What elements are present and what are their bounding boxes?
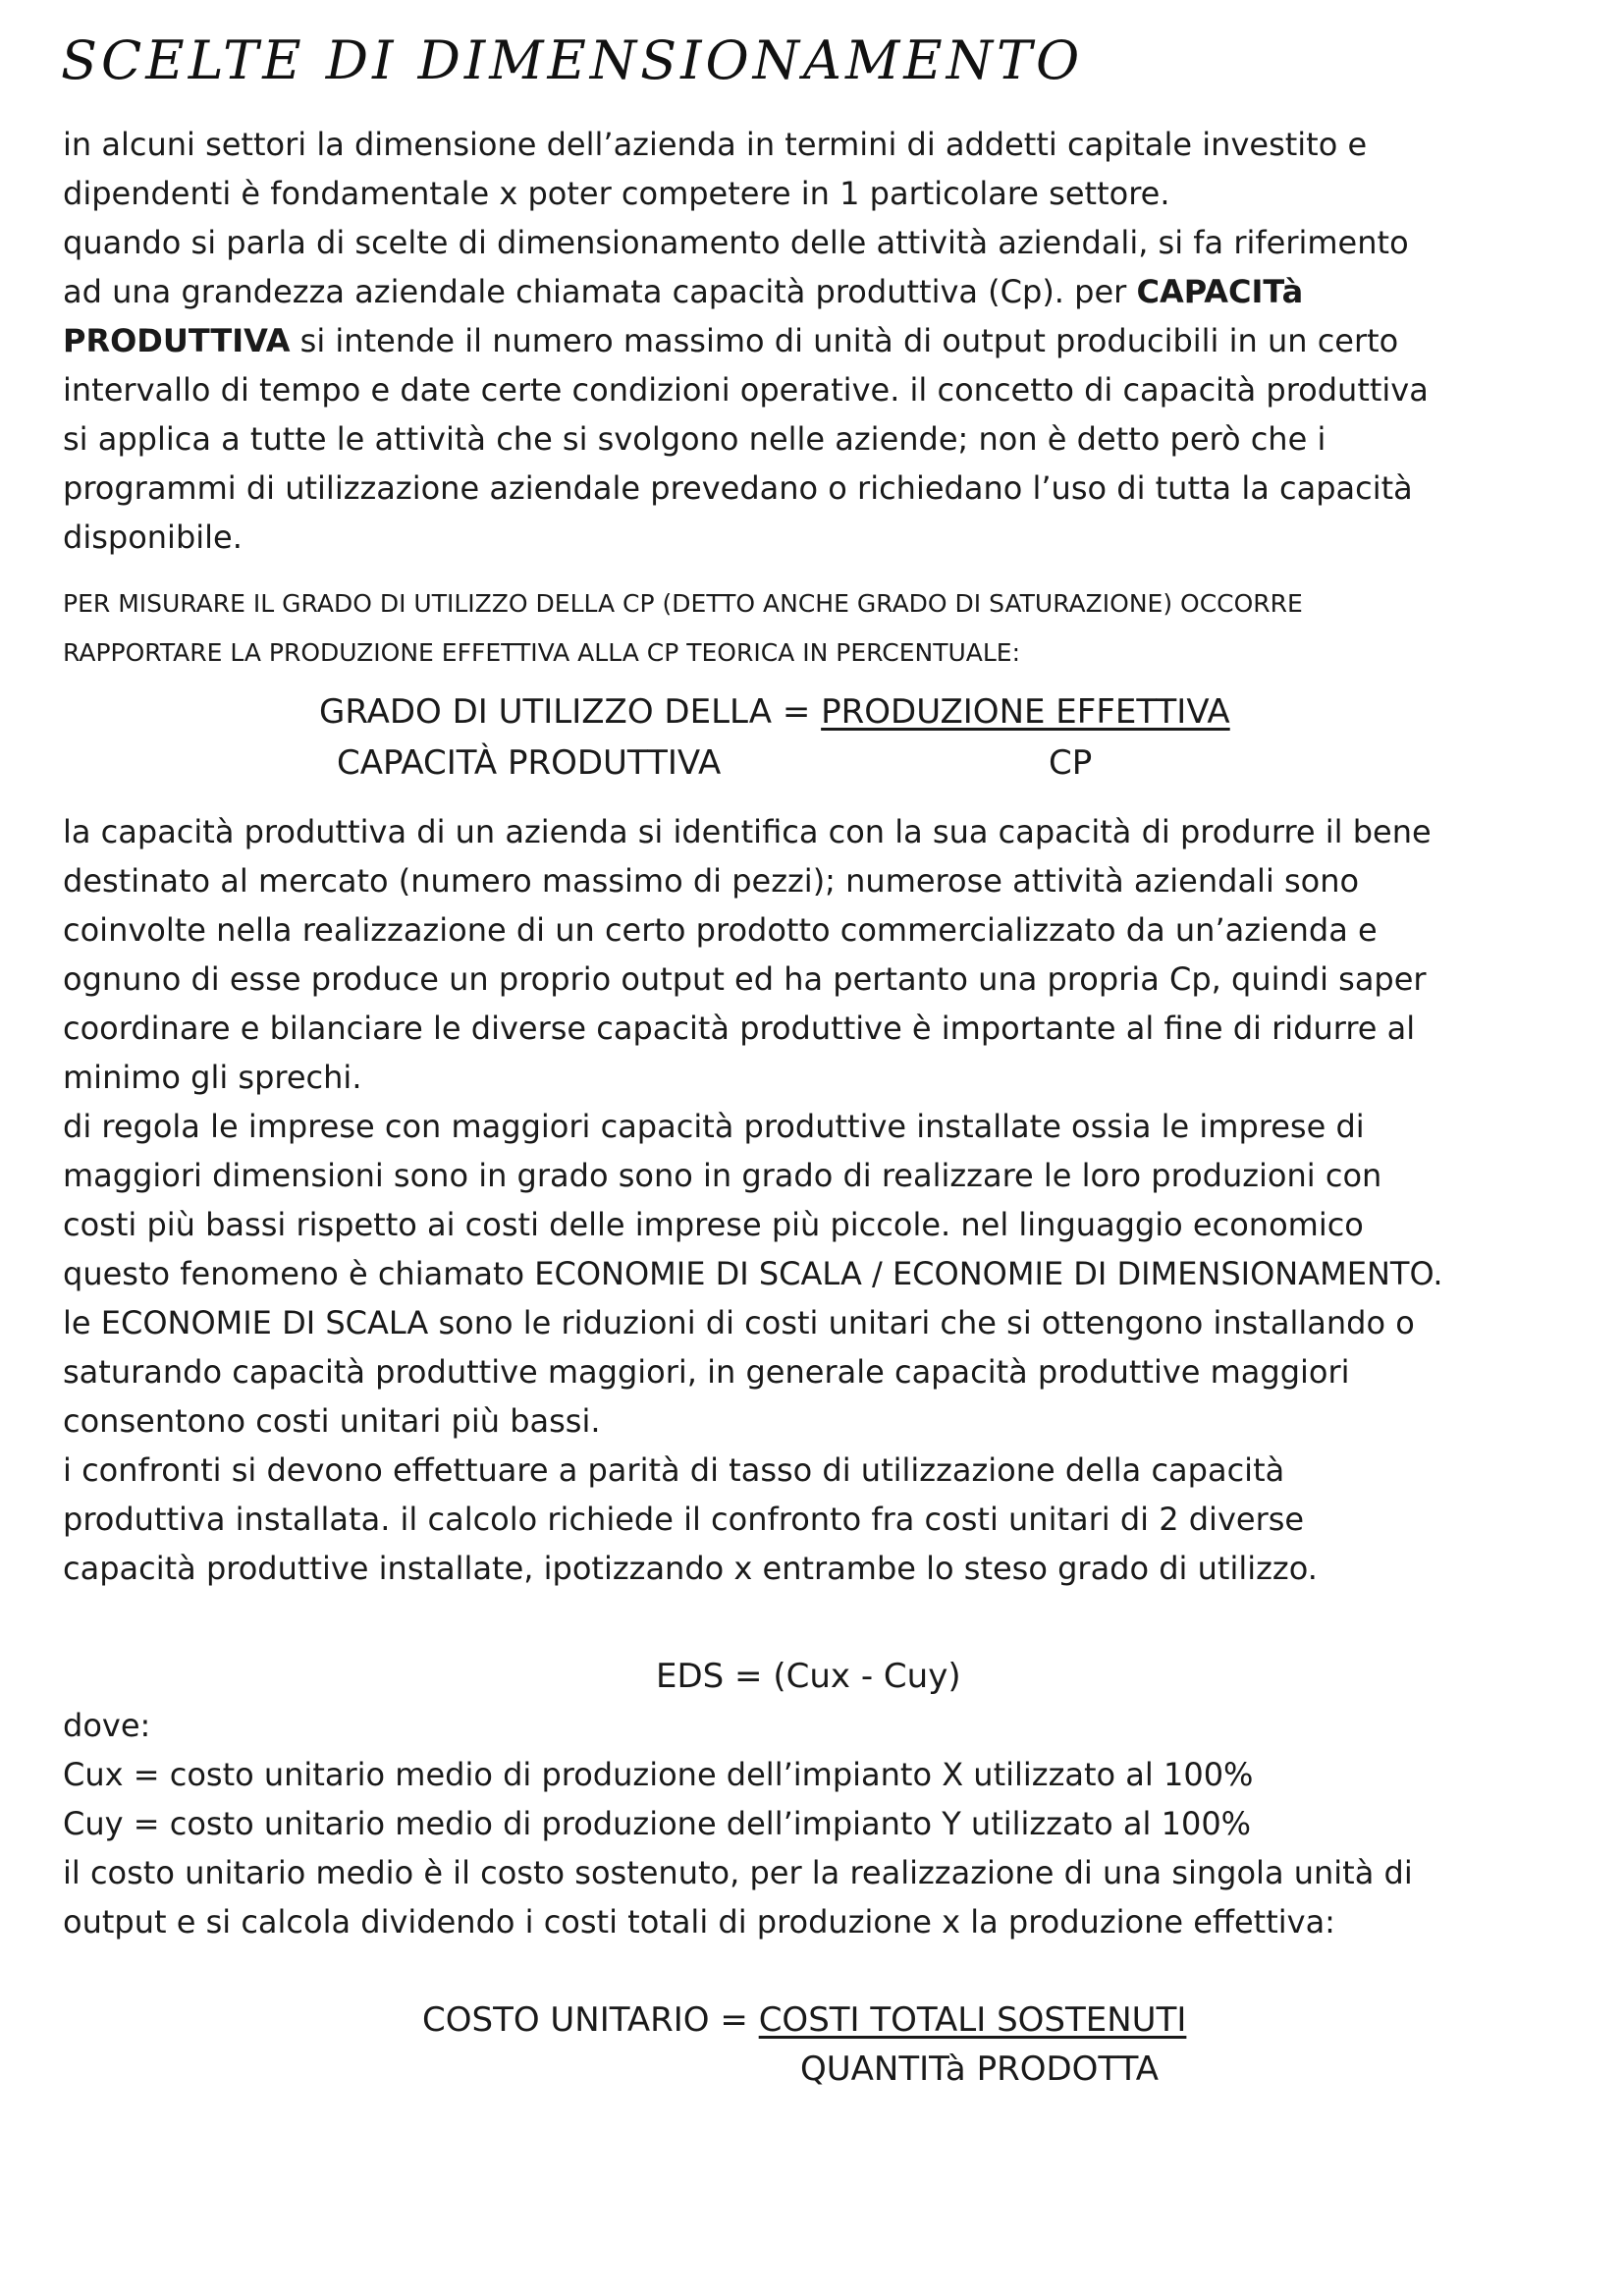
formula-label: COSTO UNITARIO =: [422, 2000, 759, 2040]
text-line: [63, 316, 1398, 365]
text-line: programmi di utilizzazione aziendale prevedano o richiedano l’uso di tutta la capacità: [63, 469, 1413, 507]
text-line: le ECONOMIE DI SCALA sono le riduzioni di costi unitari che si ottengono installando o: [63, 1304, 1415, 1341]
text-line: dipendenti è fondamentale x poter competere in 1 particolare settore.: [63, 175, 1170, 212]
text-line: ognuno di esse produce un proprio output ed ha pertanto una propria Cp, quindi saper: [63, 960, 1427, 998]
formula-label: GRADO DI UTILIZZO DELLA =: [319, 692, 822, 732]
note-line: RAPPORTARE LA PRODUZIONE EFFETTIVA ALLA CP TEORICA IN PERCENTUALE:: [63, 638, 1021, 667]
formula-numerator: PRODUZIONE EFFETTIVA: [821, 692, 1230, 732]
text-line: si applica a tutte le attività che si svolgono nelle aziende; non è detto però che i: [63, 420, 1326, 458]
formula-costo-unitario-top: [422, 1995, 1186, 2045]
formula-denominator: CP: [1049, 743, 1093, 783]
text-line: saturando capacità produttive maggiori, in generale capacità produttive maggiori: [63, 1353, 1350, 1391]
text-line: maggiori dimensioni sono in grado sono in grado di realizzare le loro produzioni con: [63, 1157, 1382, 1194]
text-line: in alcuni settori la dimensione dell’azienda in termini di addetti capitale investito e: [63, 126, 1368, 163]
text-line: costi più bassi rispetto ai costi delle imprese più piccole. nel linguaggio economico: [63, 1206, 1364, 1243]
text-line: coinvolte nella realizzazione di un certo prodotto commercializzato da un’azienda e: [63, 911, 1378, 949]
bold-term: PRODUTTIVA: [63, 322, 291, 359]
formula-utilizzo-label-bottom: CAPACITÀ PRODUTTIVA: [337, 743, 722, 783]
text-line: produttiva installata. il calcolo richiede il confronto fra costi unitari di 2 diverse: [63, 1501, 1305, 1538]
text-line: la capacità produttiva di un azienda si identifica con la sua capacità di produrre il bene: [63, 813, 1432, 850]
page-title: [61, 29, 1083, 91]
page-title-text: SCELTE DI DIMENSIONAMENTO: [61, 29, 1084, 91]
text-line: i confronti si devono effettuare a parità di tasso di utilizzazione della capacità: [63, 1451, 1285, 1489]
text-line: [63, 267, 1303, 316]
bold-term: CAPACITà: [1136, 273, 1304, 310]
text-line: output e si calcola dividendo i costi totali di produzione x la produzione effettiva:: [63, 1903, 1335, 1941]
text-line: questo fenomeno è chiamato ECONOMIE DI SCALA / ECONOMIE DI DIMENSIONAMENTO.: [63, 1255, 1443, 1292]
text-line: Cux = costo unitario medio di produzione dell’impianto X utilizzato al 100%: [63, 1756, 1254, 1793]
text-line: intervallo di tempo e date certe condizioni operative. il concetto di capacità produttiva: [63, 371, 1429, 409]
text-span: si intende il numero massimo di unità di output producibili in un certo: [290, 322, 1399, 359]
formula-numerator: COSTI TOTALI SOSTENUTI: [758, 2000, 1187, 2040]
text-line: disponibile.: [63, 519, 243, 556]
text-line: minimo gli sprechi.: [63, 1059, 362, 1096]
text-line: dove:: [63, 1707, 151, 1744]
text-line: capacità produttive installate, ipotizzando x entrambe lo steso grado di utilizzo.: [63, 1550, 1318, 1587]
text-line: quando si parla di scelte di dimensionamento delle attività aziendali, si fa riferimento: [63, 224, 1409, 261]
text-line: Cuy = costo unitario medio di produzione dell’impianto Y utilizzato al 100%: [63, 1805, 1252, 1842]
formula-denominator: QUANTITà PRODOTTA: [800, 2050, 1159, 2089]
formula-utilizzo-top: [319, 687, 1230, 737]
text-line: consentono costi unitari più bassi.: [63, 1402, 601, 1440]
note-line: PER MISURARE IL GRADO DI UTILIZZO DELLA CP (DETTO ANCHE GRADO DI SATURAZIONE) OCCORRE: [63, 589, 1303, 618]
text-line: il costo unitario medio è il costo sostenuto, per la realizzazione di una singola unità di: [63, 1854, 1413, 1891]
text-line: di regola le imprese con maggiori capacità produttive installate ossia le imprese di: [63, 1108, 1365, 1145]
formula-eds: EDS = (Cux - Cuy): [656, 1657, 961, 1696]
text-line: destinato al mercato (numero massimo di pezzi); numerose attività aziendali sono: [63, 862, 1360, 900]
text-span: ad una grandezza aziendale chiamata capacità produttiva (Cp). per: [63, 273, 1137, 310]
text-line: coordinare e bilanciare le diverse capacità produttive è importante al fine di ridurre al: [63, 1010, 1416, 1047]
